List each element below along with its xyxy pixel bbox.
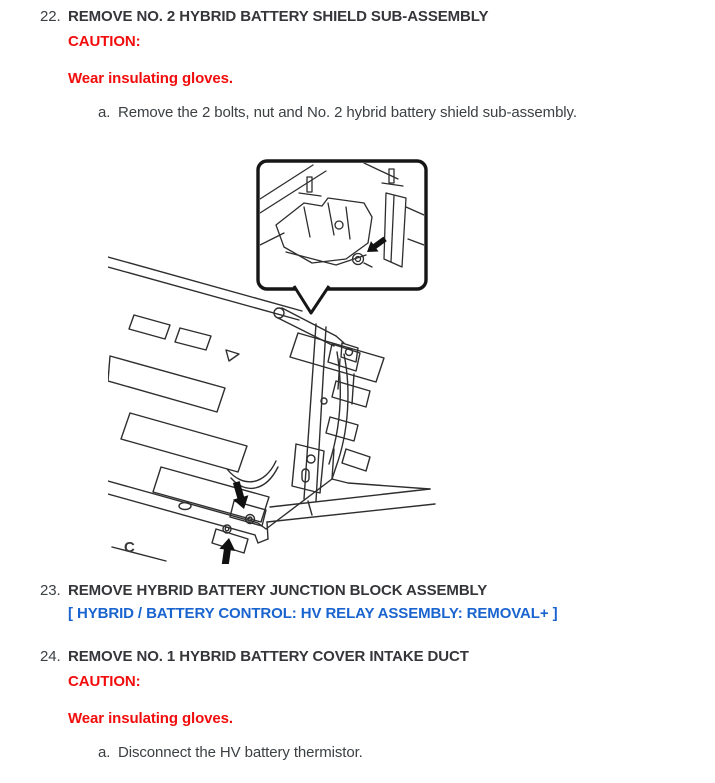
inset-detail-view — [258, 161, 426, 313]
step-title: REMOVE HYBRID BATTERY JUNCTION BLOCK ASSEMBLY — [68, 582, 488, 599]
caution-text: Wear insulating gloves. — [68, 70, 233, 87]
callout-tail — [294, 286, 329, 313]
step-23 — [40, 583, 715, 622]
substep-a — [98, 745, 715, 761]
substep-a — [98, 105, 715, 121]
removal-arrow-icon — [217, 537, 237, 564]
caution-text: Wear insulating gloves. — [68, 710, 233, 727]
step-24 — [40, 649, 715, 761]
substep-letter: a. — [98, 744, 111, 761]
caution-label: CAUTION: — [68, 33, 141, 50]
figure-battery-shield — [108, 149, 438, 564]
figure-label: C — [124, 539, 135, 556]
step-title: REMOVE NO. 1 HYBRID BATTERY COVER INTAKE DUCT — [68, 648, 469, 665]
caution-label: CAUTION: — [68, 673, 141, 690]
step-number: 24. — [40, 648, 61, 665]
step-22 — [40, 9, 715, 583]
substep-text: Disconnect the HV battery thermistor. — [118, 744, 363, 761]
step-number: 22. — [40, 8, 61, 25]
figure-illustration — [108, 149, 438, 564]
step-number: 23. — [40, 582, 61, 599]
substep-text: Remove the 2 bolts, nut and No. 2 hybrid battery shield sub-assembly. — [118, 104, 577, 121]
battery-drawing — [108, 257, 435, 561]
removal-procedure-link[interactable]: [ HYBRID / BATTERY CONTROL: HV RELAY ASSEMBLY: REMOVAL+ ] — [68, 605, 558, 622]
substep-letter: a. — [98, 104, 111, 121]
step-title: REMOVE NO. 2 HYBRID BATTERY SHIELD SUB-ASSEMBLY — [68, 8, 489, 25]
